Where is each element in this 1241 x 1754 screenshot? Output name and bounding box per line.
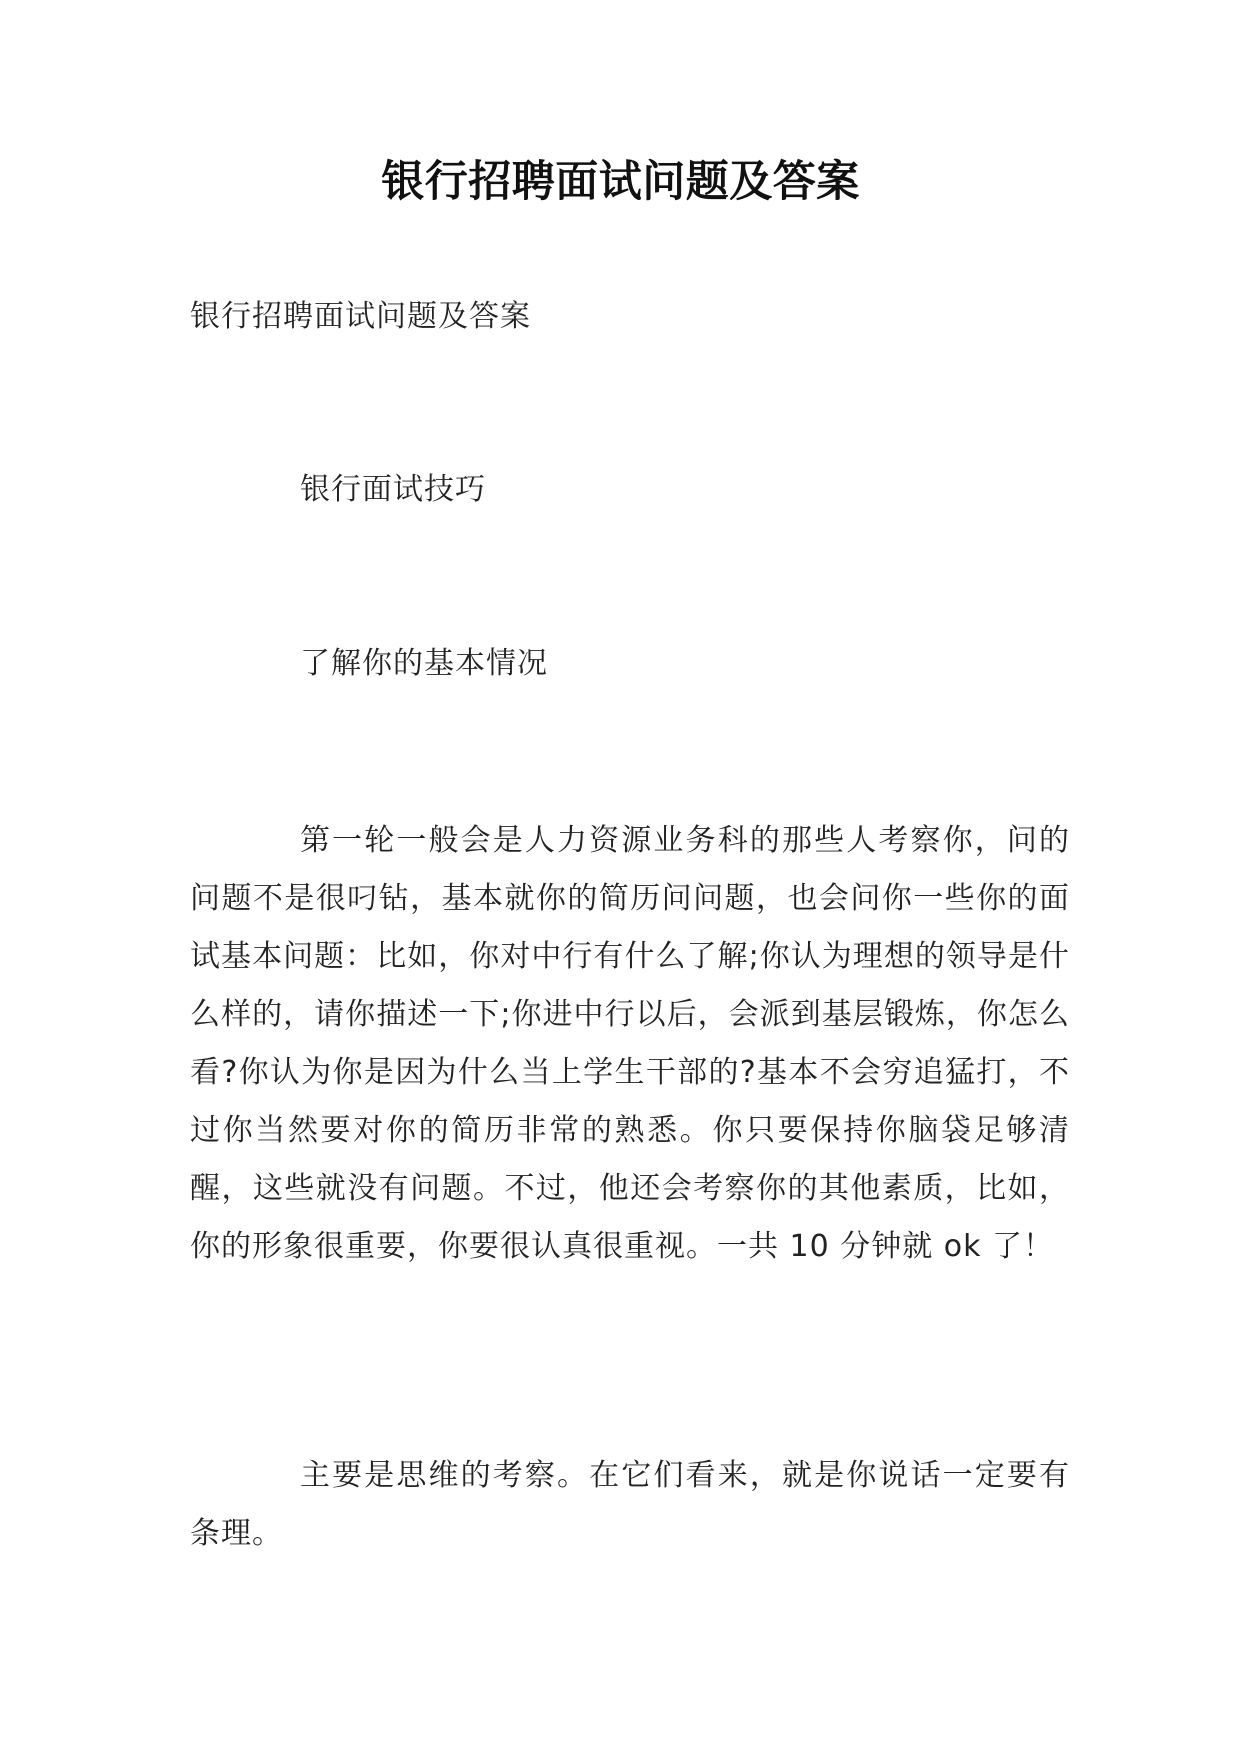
paragraph-first-round: 第一轮一般会是人力资源业务科的那些人考察你，问的问题不是很叼钻，基本就你的简历问问题，也会问你一些你的面试基本问题：比如，你对中行有什么了解;你认为理想的领导是什么样的，请你描述一下;你进中行以后，会派到基层锻炼，你怎么看?你认为你是因为什么当上学生干部的?基本不会穷追猛打，不过你当然要对你的简历非常的熟悉。你只要保持你脑袋足够清醒，这些就没有问题。不过，他还会考察你的其他素质，比如，你的形象很重要，你要很认真很重视。一共 10 分钟就 ok 了！: [190, 823, 1070, 1264]
section-heading-basic-info: 了解你的基本情况: [300, 646, 548, 681]
document-title: 银行招聘面试问题及答案: [381, 157, 860, 207]
paragraph-thinking-assessment: 主要是思维的考察。在它们看来，就是你说话一定要有条理。: [190, 1458, 1070, 1551]
section-heading-interview-tips: 银行面试技巧: [300, 472, 486, 507]
document-subtitle: 银行招聘面试问题及答案: [190, 299, 531, 334]
